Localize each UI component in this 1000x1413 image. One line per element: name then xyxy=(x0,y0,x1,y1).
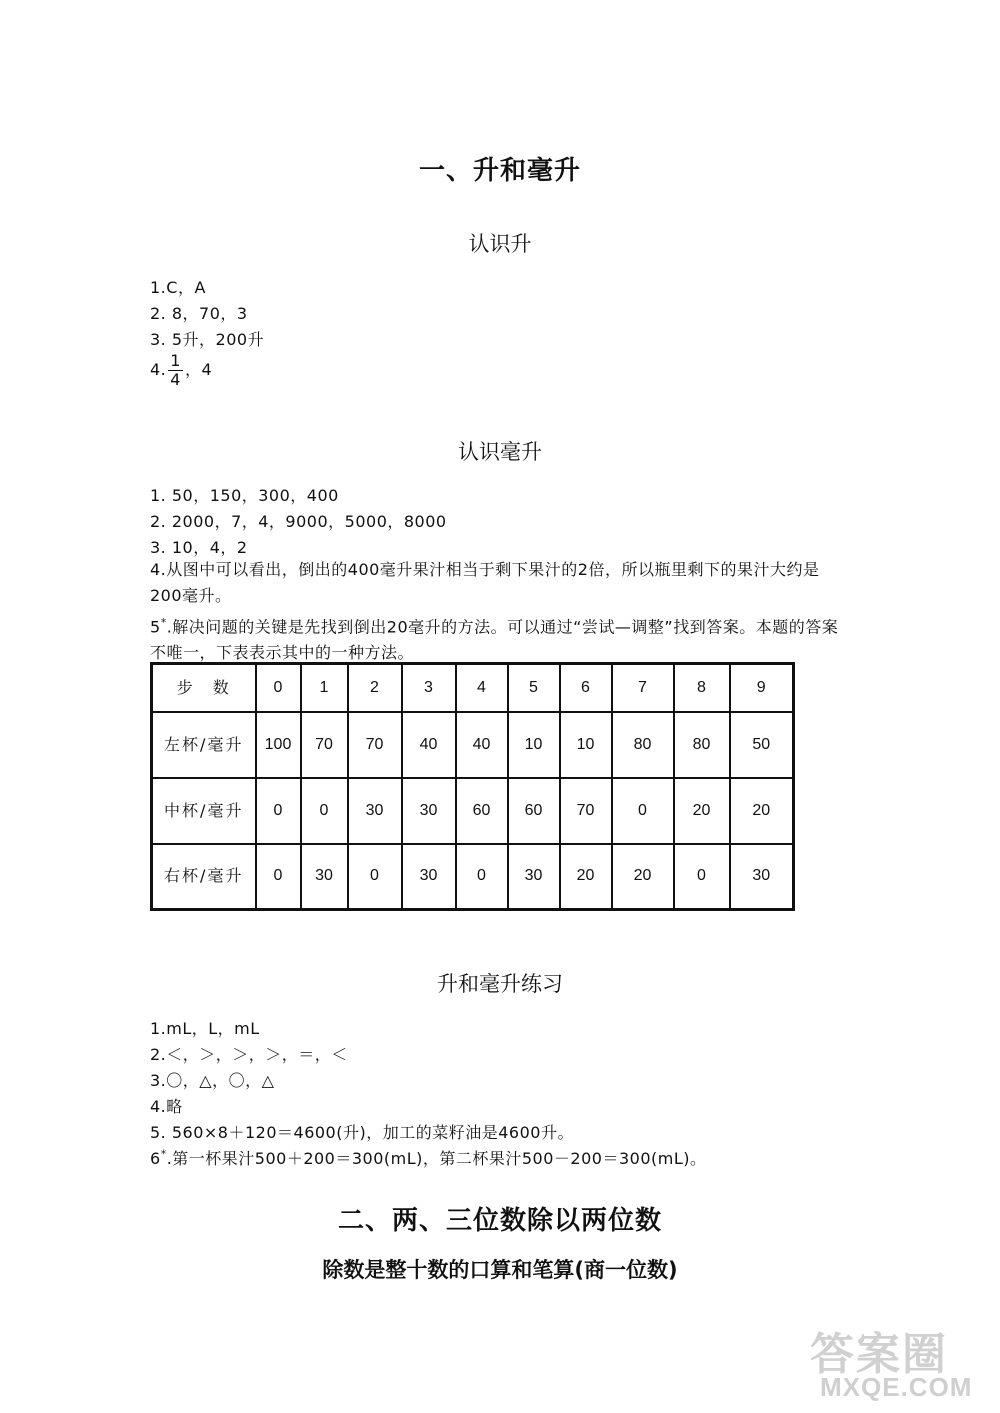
table-cell: 10 xyxy=(508,712,560,778)
header-cell: 6 xyxy=(560,664,612,712)
table-cell: 0 xyxy=(674,844,730,910)
chapter-2-title: 二、两、三位数除以两位数 xyxy=(337,1206,662,1236)
table-cell: 10 xyxy=(560,712,612,778)
table-cell: 20 xyxy=(612,844,674,910)
table-cell: 60 xyxy=(456,778,508,844)
answer-item-fraction xyxy=(150,352,212,389)
table-cell: 20 xyxy=(560,844,612,910)
table-cell: 30 xyxy=(348,778,402,844)
answer-item-6 xyxy=(150,1146,706,1169)
item-text: .第一杯果汁500＋200＝300(mL)，第二杯果汁500－200＝300(mL)。 xyxy=(166,1149,707,1168)
table-cell: 0 xyxy=(256,844,301,910)
item-text: .解决问题的关键是先找到倒出20毫升的方法。可以通过“尝试—调整”找到答案。本题的答案不唯一，下表表示其中的一种方法。 xyxy=(150,617,839,663)
table-cell: 40 xyxy=(456,712,508,778)
header-cell: 8 xyxy=(674,664,730,712)
table-cell: 40 xyxy=(402,712,456,778)
answer-item: 3. 10，4，2 xyxy=(150,538,248,557)
answer-item: 5. 560×8＋120＝4600(升)，加工的菜籽油是4600升。 xyxy=(150,1123,574,1142)
table-row xyxy=(152,778,794,844)
table-cell: 60 xyxy=(508,778,560,844)
table-cell: 0 xyxy=(456,844,508,910)
table-cell: 80 xyxy=(612,712,674,778)
table-row xyxy=(152,844,794,910)
answer-paragraph: 4.从图中可以看出，倒出的400毫升果汁相当于剩下果汁的2倍，所以瓶里剩下的果汁大约是200毫升。 xyxy=(150,560,820,605)
table-cell: 20 xyxy=(730,778,794,844)
header-cell: 5 xyxy=(508,664,560,712)
table-cell: 50 xyxy=(730,712,794,778)
table-cell: 70 xyxy=(560,778,612,844)
item-prefix: 4. xyxy=(150,360,167,379)
table-header-row xyxy=(152,664,794,712)
answer-item: 2. 8，70，3 xyxy=(150,304,248,323)
header-cell: 0 xyxy=(256,664,301,712)
table-cell: 0 xyxy=(301,778,348,844)
table-cell: 100 xyxy=(256,712,301,778)
table-cell: 30 xyxy=(508,844,560,910)
chapter-2-subtitle: 除数是整十数的口算和笔算(商一位数) xyxy=(322,1258,678,1282)
answer-paragraph-5 xyxy=(150,610,850,666)
fraction xyxy=(168,352,183,389)
header-cell: 9 xyxy=(730,664,794,712)
header-cell: 7 xyxy=(612,664,674,712)
fraction-denominator: 4 xyxy=(170,370,181,389)
cup-steps-table xyxy=(150,662,795,911)
table-cell: 30 xyxy=(301,844,348,910)
header-cell: 步 数 xyxy=(152,664,256,712)
item-number: 6 xyxy=(150,1149,161,1168)
table-cell: 0 xyxy=(612,778,674,844)
answer-item: 1. 50，150，300，400 xyxy=(150,486,339,505)
table-cell: 80 xyxy=(674,712,730,778)
header-cell: 2 xyxy=(348,664,402,712)
answer-item: 2. 2000，7，4，9000，5000，8000 xyxy=(150,512,447,531)
watermark-site: MXQE.COM xyxy=(820,1372,973,1402)
answer-item: 1.mL，L，mL xyxy=(150,1019,260,1038)
table-cell: 30 xyxy=(730,844,794,910)
fraction-numerator: 1 xyxy=(170,351,181,370)
answer-item: 3.〇，△，〇，△ xyxy=(150,1071,275,1090)
item-number: 5 xyxy=(150,617,161,637)
chapter-1-title: 一、升和毫升 xyxy=(418,156,581,186)
section-title-liter: 认识升 xyxy=(468,232,532,256)
table-cell: 20 xyxy=(674,778,730,844)
answer-item: 4.略 xyxy=(150,1097,183,1116)
section-title-milliliter: 认识毫升 xyxy=(458,440,542,464)
star-marker: * xyxy=(160,616,167,629)
item-suffix: ，4 xyxy=(184,360,213,379)
table-cell: 70 xyxy=(348,712,402,778)
table-cell: 70 xyxy=(301,712,348,778)
row-header-right-cup: 右杯/毫升 xyxy=(152,844,256,910)
table-row xyxy=(152,712,794,778)
header-cell: 1 xyxy=(301,664,348,712)
watermark-logo: 答案圈 xyxy=(810,1329,948,1380)
answer-item: 1.C，A xyxy=(150,278,206,297)
row-header-left-cup: 左杯/毫升 xyxy=(152,712,256,778)
star-marker: * xyxy=(160,1147,167,1161)
section-title-practice: 升和毫升练习 xyxy=(437,972,563,996)
answer-item: 2.＜，＞，＞，＞，＝，＜ xyxy=(150,1045,348,1064)
table-cell: 30 xyxy=(402,778,456,844)
row-header-middle-cup: 中杯/毫升 xyxy=(152,778,256,844)
table-cell: 0 xyxy=(348,844,402,910)
answer-item: 3. 5升，200升 xyxy=(150,330,265,349)
header-cell: 3 xyxy=(402,664,456,712)
table-cell: 0 xyxy=(256,778,301,844)
table-cell: 30 xyxy=(402,844,456,910)
header-cell: 4 xyxy=(456,664,508,712)
